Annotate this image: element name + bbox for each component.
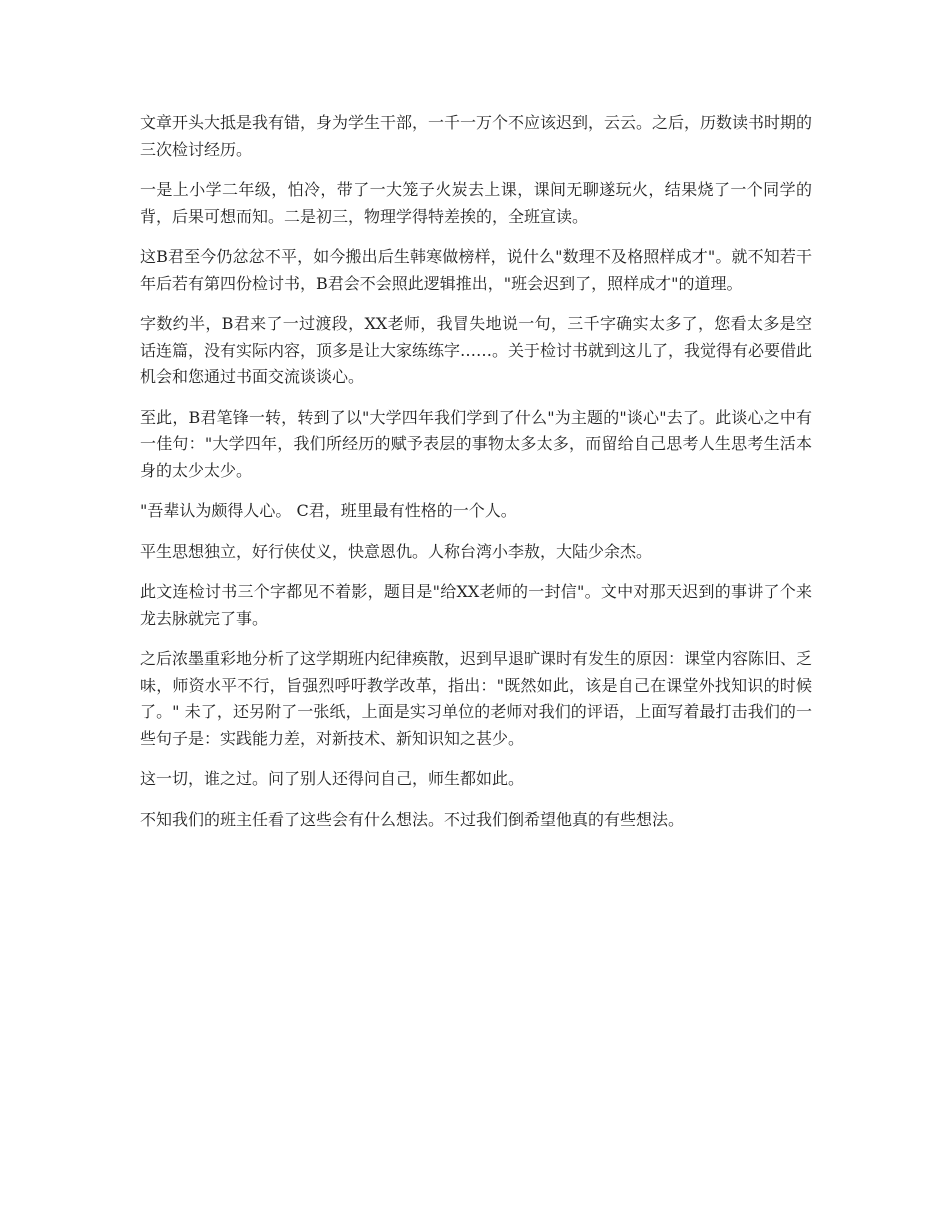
paragraph-8: 此文连检讨书三个字都见不着影，题目是"给XX老师的一封信"。文中对那天迟到的事讲了个来龙去脉就完了事。 [140,582,812,628]
paragraph-3: 这B君至今仍忿忿不平，如今搬出后生韩寒做榜样，说什么"数理不及格照样成才"。就不知若干年后若有第四份检讨书，B君会不会照此逻辑推出，"班会迟到了，照样成才"的道理。 [140,247,812,293]
paragraph-11: 不知我们的班主任看了这些会有什么想法。不过我们倒希望他真的有些想法。 [140,809,685,829]
paragraph-7: 平生思想独立，好行侠仗义，快意恩仇。人称台湾小李敖，大陆少余杰。 [140,541,653,561]
paragraph-4: 字数约半，B君来了一过渡段，XX老师，我冒失地说一句，三千字确实太多了，您看太多是空话连篇，没有实际内容，顶多是让大家练练字……。关于检讨书就到这儿了，我觉得有必要借此机会和您通过书面交流谈谈心。 [140,314,813,386]
paragraph-5: 至此，B君笔锋一转，转到了以"大学四年我们学到了什么"为主题的"谈心"去了。此谈心之中有一佳句："大学四年，我们所经历的赋予表层的事物太多太多，而留给自己思考人生思考生活本身的太少太少。 [140,407,812,480]
paragraph-9: 之后浓墨重彩地分析了这学期班内纪律痪散，迟到早退旷课时有发生的原因：课堂内容陈旧、乏味，师资水平不行，旨强烈呼吁教学改革，指出："既然如此，该是自己在课堂外找知识的时候了。" 未了，还另附了一张纸，上面是实习单位的老师对我们的评语，上面写着最打击我们的一些句子是：实践能力差，对新技术、新知识知之甚少。 [140,649,813,748]
paragraph-2: 一是上小学二年级，怕冷，带了一大笼子火炭去上课，课间无聊遂玩火，结果烧了一个同学的背，后果可想而知。二是初三，物理学得特差挨的，全班宣读。 [140,180,812,226]
document-body [140,110,812,847]
paragraph-10: 这一切，谁之过。问了别人还得问自己，师生都如此。 [140,769,525,788]
paragraph-6: "吾辈认为颇得人心。 C君，班里最有性格的一个人。 [140,501,517,520]
paragraph-1: 文章开头大抵是我有错，身为学生干部，一千一万个不应该迟到，云云。之后，历数读书时期的三次检讨经历。 [140,113,813,159]
